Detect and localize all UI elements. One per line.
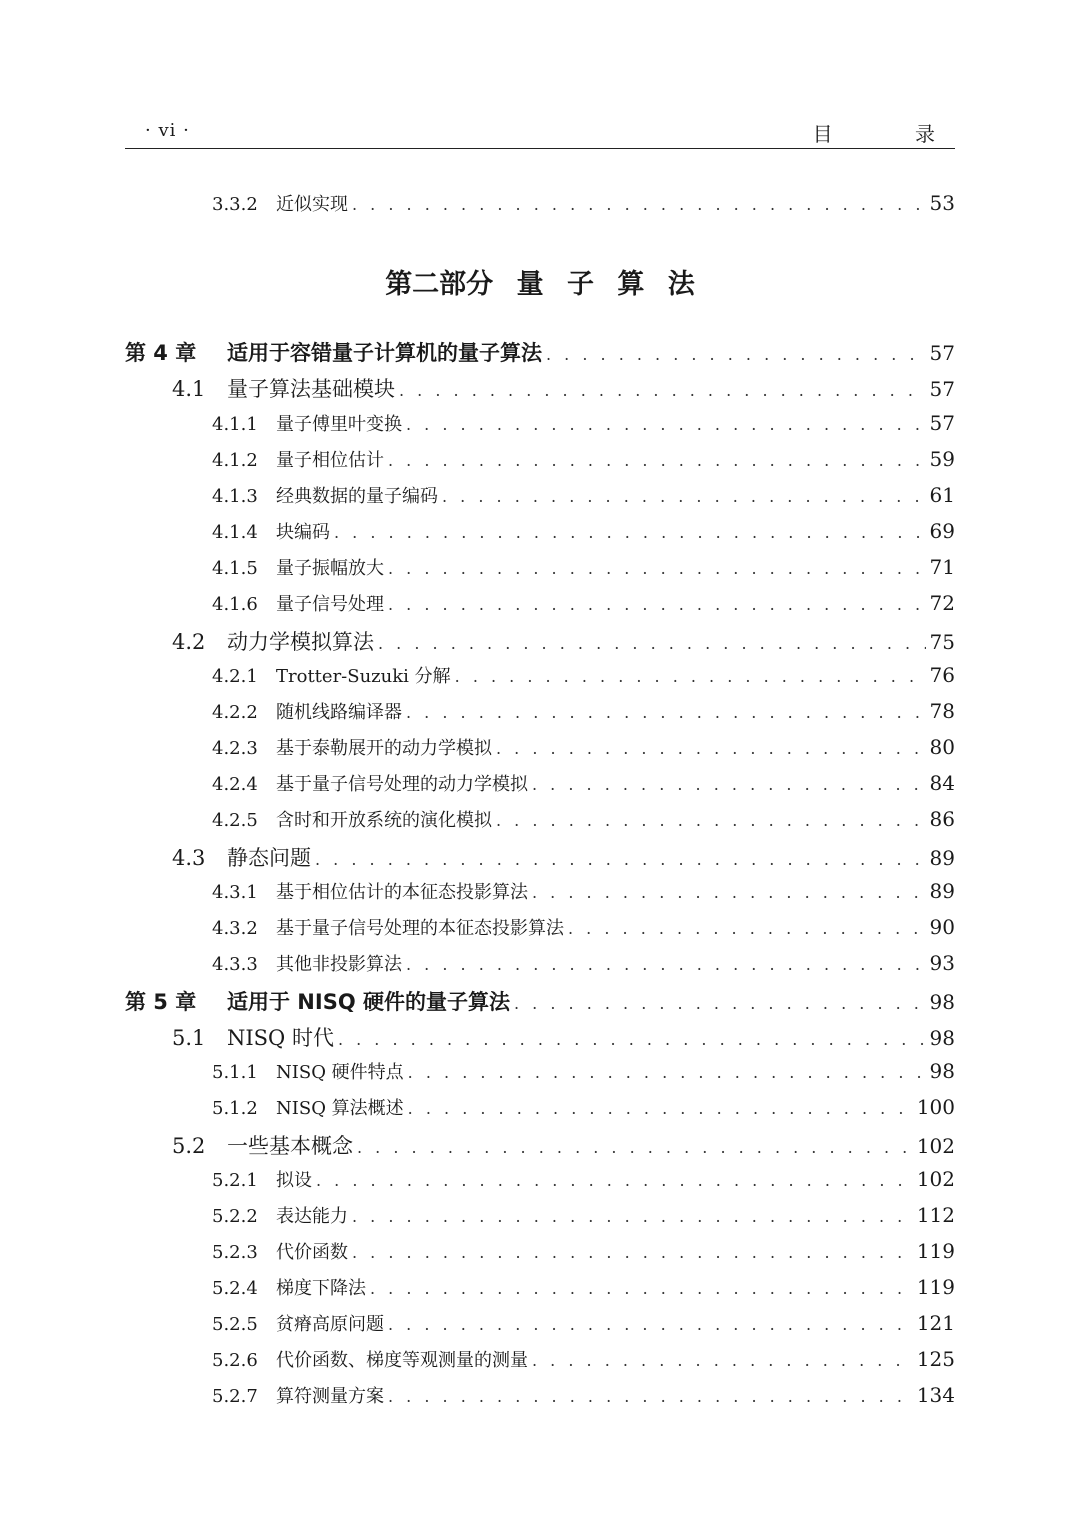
dot-leader <box>315 850 926 869</box>
dot-leader <box>568 919 926 938</box>
running-title: 目 录 <box>812 122 973 146</box>
toc-entry-number: 5.2.3 <box>212 1242 258 1263</box>
toc-entry-number: 5.2.7 <box>212 1386 258 1407</box>
toc-entry-number: 4.3.1 <box>212 882 258 903</box>
toc-entry-number: 4.1.3 <box>212 486 258 507</box>
toc-entry-page-number: 53 <box>929 191 955 215</box>
dot-leader <box>406 955 926 974</box>
toc-entry-number: 4.2.2 <box>212 702 258 723</box>
toc-entry-page-number: 72 <box>929 591 955 615</box>
toc-entry-title: 量子算法基础模块 <box>227 377 395 401</box>
toc-entry-page-number: 78 <box>929 699 955 723</box>
toc-subsection-entry[interactable] <box>212 734 955 770</box>
dot-leader <box>370 1279 913 1298</box>
toc-entry-page-number: 121 <box>916 1311 955 1335</box>
toc-entry-title: 基于量子信号处理的动力学模拟 <box>276 774 528 795</box>
toc-entry-number: 5.2.1 <box>212 1170 258 1191</box>
dot-leader <box>496 811 926 830</box>
toc-entry-number: 5.2.6 <box>212 1350 258 1371</box>
page-number-marker: · vi · <box>145 120 190 141</box>
toc-subsection-entry[interactable] <box>212 518 955 554</box>
dot-leader <box>338 1030 926 1049</box>
toc-subsection-entry[interactable] <box>212 662 955 698</box>
toc-entry-number: 4.3.3 <box>212 954 258 975</box>
toc-entry-number: 4.2 <box>172 630 206 654</box>
dot-leader <box>496 739 926 758</box>
toc-entry-number: 5.2.2 <box>212 1206 258 1227</box>
toc-entry-title: 基于相位估计的本征态投影算法 <box>276 882 528 903</box>
toc-entry-title: 动力学模拟算法 <box>227 630 374 654</box>
toc-entry-number: 5.2.5 <box>212 1314 258 1335</box>
toc-subsection-entry[interactable] <box>212 1202 955 1238</box>
dot-leader <box>532 775 926 794</box>
toc-subsection-entry[interactable] <box>212 410 955 446</box>
dot-leader <box>408 1063 926 1082</box>
toc-entry-title: 量子信号处理 <box>276 594 384 615</box>
dot-leader <box>388 1387 913 1406</box>
toc-entry-number: 4.1.4 <box>212 522 258 543</box>
toc-entry-number: 5.2.4 <box>212 1278 258 1299</box>
toc-subsection-entry[interactable] <box>212 1094 955 1130</box>
part-title: 第二部分 量 子 算 法 <box>385 269 695 300</box>
toc-entry-title: 量子相位估计 <box>276 450 384 471</box>
toc-entry-number: 3.3.2 <box>212 194 258 215</box>
toc-entry-title: NISQ 算法概述 <box>276 1098 404 1119</box>
toc-entry-title: 静态问题 <box>227 846 311 870</box>
toc-subsection-entry[interactable] <box>212 914 955 950</box>
toc-entry-number: 4.2.4 <box>212 774 258 795</box>
dot-leader <box>316 1171 913 1190</box>
dot-leader <box>388 595 926 614</box>
toc-subsection-entry[interactable] <box>212 590 955 626</box>
toc-entry-page-number: 59 <box>929 447 955 471</box>
toc-entry-number: 4.2.1 <box>212 666 258 687</box>
toc-entry-number: 4.3 <box>172 846 206 870</box>
toc-subsection-entry[interactable] <box>212 1166 955 1202</box>
toc-entry-title: 代价函数、梯度等观测量的测量 <box>276 1350 528 1371</box>
dot-leader <box>388 559 926 578</box>
toc-entry-number: 4.1.5 <box>212 558 258 579</box>
toc-entry-number: 4.1 <box>172 377 206 401</box>
toc-subsection-entry[interactable] <box>212 950 955 986</box>
toc-entry-number: 4.1.6 <box>212 594 258 615</box>
toc-entry-number: 4.2.3 <box>212 738 258 759</box>
toc-entry-page-number: 98 <box>929 1059 955 1083</box>
dot-leader <box>334 523 926 542</box>
toc-subsection-entry[interactable] <box>212 1274 955 1310</box>
dot-leader <box>352 1243 913 1262</box>
toc-entry-number: 第 4 章 <box>125 341 197 365</box>
toc-entry-title: 块编码 <box>276 522 330 543</box>
toc-entry-page-number: 69 <box>929 519 955 543</box>
toc-subsection-entry[interactable] <box>212 770 955 806</box>
dot-leader <box>546 345 926 364</box>
toc-section-entry[interactable] <box>172 1022 955 1058</box>
toc-entry-page-number: 90 <box>929 915 955 939</box>
dot-leader <box>408 1099 913 1118</box>
toc-entry-title: 经典数据的量子编码 <box>276 486 438 507</box>
toc-entry-page-number: 89 <box>929 879 955 903</box>
toc-entry-number: 5.1.1 <box>212 1062 258 1083</box>
toc-entry-page-number: 86 <box>929 807 955 831</box>
toc-entry-title: 一些基本概念 <box>227 1134 353 1158</box>
toc-entry-number: 5.2 <box>172 1134 206 1158</box>
dot-leader <box>352 1207 913 1226</box>
toc-entry-page-number: 98 <box>929 1026 955 1050</box>
toc-subsection-entry[interactable] <box>212 1346 955 1382</box>
toc-chapter-entry[interactable] <box>125 337 955 373</box>
toc-entry-title: 梯度下降法 <box>276 1278 366 1299</box>
toc-entry-page-number: 75 <box>929 630 955 654</box>
toc-entry-page-number: 119 <box>916 1275 955 1299</box>
toc-section-entry[interactable] <box>172 842 955 878</box>
dot-leader <box>455 667 926 686</box>
toc-entry-page-number: 119 <box>916 1239 955 1263</box>
dot-leader <box>399 381 926 400</box>
toc-section-entry[interactable] <box>172 1130 955 1166</box>
dot-leader <box>532 883 926 902</box>
toc-subsection-entry[interactable] <box>212 190 955 226</box>
toc-entry-page-number: 102 <box>916 1134 955 1158</box>
toc-entry-title: Trotter-Suzuki 分解 <box>276 666 451 687</box>
toc-entry-page-number: 84 <box>929 771 955 795</box>
dot-leader <box>514 994 926 1013</box>
toc-entry-page-number: 61 <box>929 483 955 507</box>
toc-entry-number: 5.1.2 <box>212 1098 258 1119</box>
toc-entry-page-number: 57 <box>929 341 955 365</box>
toc-entry-page-number: 76 <box>929 663 955 687</box>
toc-entry-page-number: 93 <box>929 951 955 975</box>
toc-entry-page-number: 80 <box>929 735 955 759</box>
toc-subsection-entry[interactable] <box>212 878 955 914</box>
toc-entry-title: NISQ 硬件特点 <box>276 1062 404 1083</box>
toc-entry-number: 4.1.2 <box>212 450 258 471</box>
toc-entry-title: NISQ 时代 <box>227 1026 334 1050</box>
dot-leader <box>442 487 926 506</box>
toc-section-entry[interactable] <box>172 373 955 409</box>
dot-leader <box>388 451 926 470</box>
toc-entry-number: 4.1.1 <box>212 414 258 435</box>
toc-entry-title: 量子傅里叶变换 <box>276 414 402 435</box>
toc-entry-title: 拟设 <box>276 1170 312 1191</box>
toc-entry-title: 随机线路编译器 <box>276 702 402 723</box>
toc-entry-title: 表达能力 <box>276 1206 348 1227</box>
toc-entry-page-number: 71 <box>929 555 955 579</box>
toc-section-entry[interactable] <box>172 626 955 662</box>
toc-subsection-entry[interactable] <box>212 1310 955 1346</box>
toc-entry-title: 贫瘠高原问题 <box>276 1314 384 1335</box>
toc-entry-page-number: 134 <box>916 1383 955 1407</box>
toc-entry-title: 代价函数 <box>276 1242 348 1263</box>
toc-entry-number: 4.3.2 <box>212 918 258 939</box>
toc-chapter-entry[interactable] <box>125 986 955 1022</box>
toc-entry-page-number: 57 <box>929 411 955 435</box>
toc-entry-page-number: 98 <box>929 990 955 1014</box>
dot-leader <box>378 634 926 653</box>
toc-entry-number: 第 5 章 <box>125 990 197 1014</box>
toc-entry-page-number: 89 <box>929 846 955 870</box>
toc-subsection-entry[interactable] <box>212 806 955 842</box>
dot-leader <box>406 703 926 722</box>
toc-entry-title: 适用于容错量子计算机的量子算法 <box>227 341 542 365</box>
toc-entry-page-number: 57 <box>929 377 955 401</box>
toc-subsection-entry[interactable] <box>212 554 955 590</box>
toc-entry-title: 基于量子信号处理的本征态投影算法 <box>276 918 564 939</box>
toc-entry-title: 算符测量方案 <box>276 1386 384 1407</box>
toc-entry-number: 4.2.5 <box>212 810 258 831</box>
toc-entry-title: 基于泰勒展开的动力学模拟 <box>276 738 492 759</box>
toc-entry-title: 适用于 NISQ 硬件的量子算法 <box>227 990 510 1014</box>
toc-subsection-entry[interactable] <box>212 1382 955 1418</box>
dot-leader <box>357 1138 913 1157</box>
toc-entry-title: 近似实现 <box>276 194 348 215</box>
dot-leader <box>406 415 926 434</box>
dot-leader <box>388 1315 913 1334</box>
toc-entry-page-number: 100 <box>916 1095 955 1119</box>
toc-subsection-entry[interactable] <box>212 1058 955 1094</box>
dot-leader <box>532 1351 913 1370</box>
toc-subsection-entry[interactable] <box>212 698 955 734</box>
toc-subsection-entry[interactable] <box>212 446 955 482</box>
toc-subsection-entry[interactable] <box>212 1238 955 1274</box>
toc-entry-title: 其他非投影算法 <box>276 954 402 975</box>
toc-entry-page-number: 112 <box>916 1203 955 1227</box>
toc-subsection-entry[interactable] <box>212 482 955 518</box>
toc-entry-page-number: 102 <box>916 1167 955 1191</box>
toc-entry-number: 5.1 <box>172 1026 206 1050</box>
dot-leader <box>352 195 926 214</box>
toc-entry-title: 含时和开放系统的演化模拟 <box>276 810 492 831</box>
toc-entry-title: 量子振幅放大 <box>276 558 384 579</box>
toc-entry-page-number: 125 <box>916 1347 955 1371</box>
